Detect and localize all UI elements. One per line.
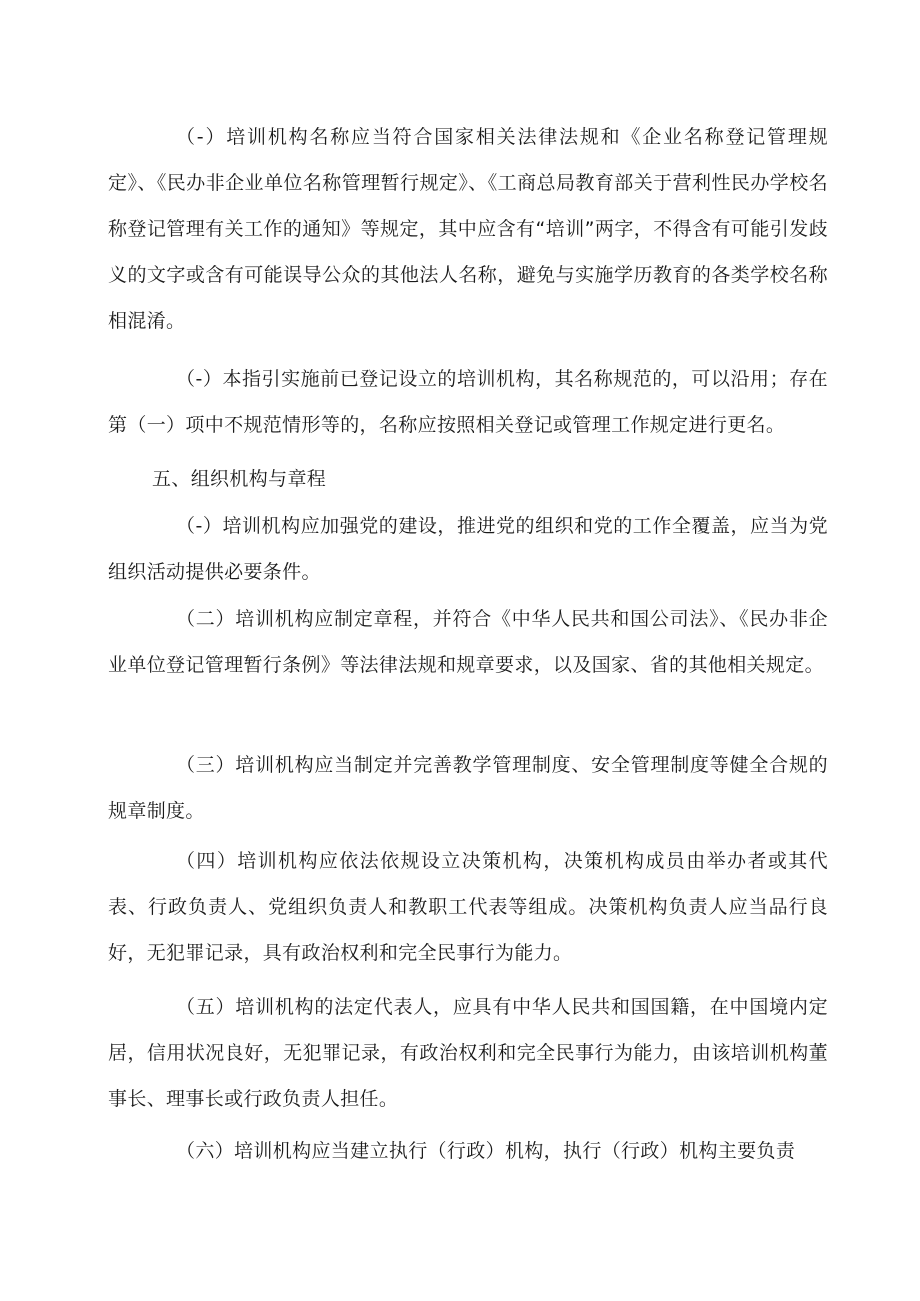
paragraph-name-transition: （-）本指引实施前已登记设立的培训机构，其名称规范的，可以沿用；存在第（一）项中不规范情形等的，名称应按照相关登记或管理工作规定进行更名。 [108, 368, 828, 436]
paragraph-executive-body: （六）培训机构应当建立执行（行政）机构，执行（行政）机构主要负责 [176, 1140, 796, 1162]
paragraph-decision-body: （四）培训机构应依法依规设立决策机构，决策机构成员由举办者或其代表、行政负责人、党组织负责人和教职工代表等组成。决策机构负责人应当品行良好，无犯罪记录，具有政治权利和完全民事行为能力。 [108, 850, 828, 964]
section-heading: 五、组织机构与章程 [152, 468, 327, 490]
paragraph-name-rules: （-）培训机构名称应当符合国家相关法律法规和《企业名称登记管理规定》、《民办非企业单位名称管理暂行规定》、《工商总局教育部关于营利性民办学校名称登记管理有关工作的通知》等规定，其中应含有“培训”两字，不得含有可能引发歧义的文字或含有可能误导公众的其他法人名称，避免与实施学历教育的各类学校名称相混淆。 [108, 126, 828, 332]
paragraph-charter: （二）培训机构应制定章程，并符合《中华人民共和国公司法》、《民办非企业单位登记管理暂行条例》等法律法规和规章要求，以及国家、省的其他相关规定。 [108, 608, 828, 676]
paragraph-legal-representative: （五）培训机构的法定代表人，应具有中华人民共和国国籍，在中国境内定居，信用状况良好，无犯罪记录，有政治权利和完全民事行为能力，由该培训机构董事长、理事长或行政负责人担任。 [108, 996, 828, 1110]
paragraph-management-rules: （三）培训机构应当制定并完善教学管理制度、安全管理制度等健全合规的规章制度。 [108, 754, 828, 822]
paragraph-party-building: （-）培训机构应加强党的建设，推进党的组织和党的工作全覆盖，应当为党组织活动提供必要条件。 [108, 515, 828, 583]
